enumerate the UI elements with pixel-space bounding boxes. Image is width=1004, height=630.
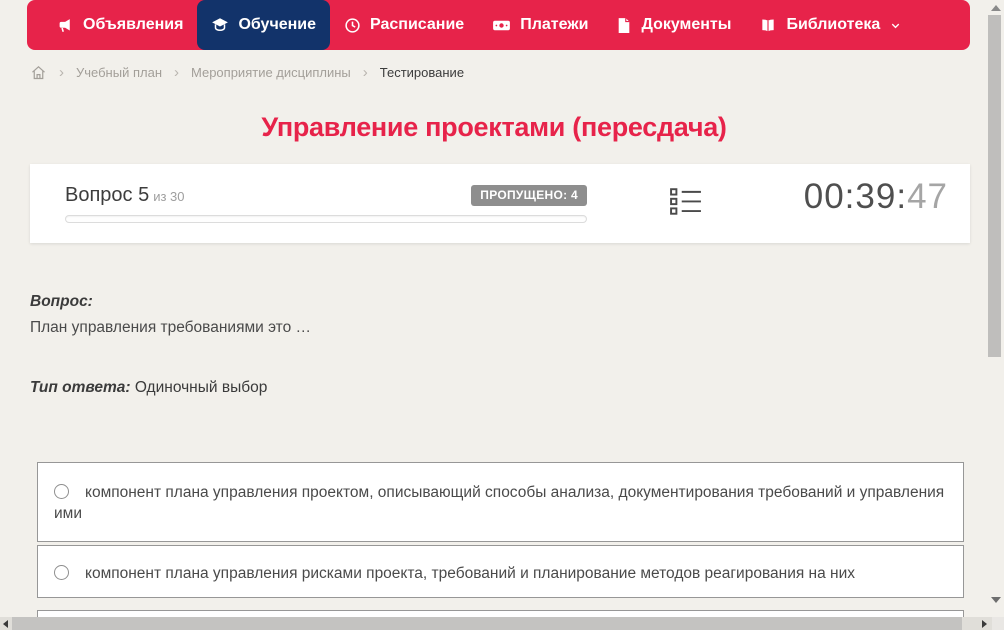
question-list-button[interactable]: [670, 187, 702, 217]
nav-item-label: Платежи: [520, 16, 589, 33]
breadcrumb-item-study-plan[interactable]: Учебный план: [76, 64, 162, 80]
answer-type-value: Одиночный выбор: [134, 379, 268, 396]
option-text: компонент плана управления проектом, описывающий способы анализа, документирования требований и управления ими: [54, 484, 945, 522]
nav-item-schedule[interactable]: [330, 0, 478, 50]
megaphone-icon: [57, 17, 74, 34]
scroll-up-arrow[interactable]: [991, 5, 1001, 11]
answer-type: [30, 378, 267, 397]
nav-item-documents[interactable]: [602, 0, 745, 50]
scroll-left-arrow[interactable]: [3, 620, 8, 628]
question-heading: Вопрос:: [30, 293, 93, 310]
option-text: компонент плана управления рисками проекта, требований и планирование методов реагирования на них: [85, 565, 856, 582]
timer-main: 00:39:: [803, 177, 908, 216]
nav-item-announcements[interactable]: [43, 0, 197, 50]
nav-item-label: Документы: [641, 16, 732, 33]
nav-item-label: Расписание: [370, 16, 465, 33]
vertical-scrollbar[interactable]: [988, 0, 1002, 615]
home-icon[interactable]: [30, 64, 47, 81]
radio-button[interactable]: [54, 484, 69, 499]
nav-item-payments[interactable]: [478, 0, 602, 50]
nav-item-label: Библиотека: [786, 16, 881, 33]
breadcrumb: [30, 60, 464, 84]
scroll-right-arrow[interactable]: [982, 620, 987, 628]
scrollbar-corner: [992, 617, 1004, 630]
answer-option[interactable]: [37, 462, 964, 542]
vertical-scroll-thumb[interactable]: [988, 15, 1001, 357]
question-card: [30, 164, 970, 243]
radio-button[interactable]: [54, 565, 69, 580]
chevron-down-icon: [889, 19, 902, 32]
horizontal-scroll-thumb[interactable]: [12, 617, 962, 630]
question-number: Вопрос 5 из 30: [65, 184, 185, 206]
graduation-cap-icon: [211, 16, 229, 34]
nav-item-label: Обучение: [238, 16, 317, 33]
main-nav: [27, 0, 970, 50]
timer: [804, 177, 948, 217]
skipped-badge: ПРОПУЩЕНО: 4: [471, 185, 587, 206]
page-title: Управление проектами (пересдача): [261, 112, 727, 142]
document-icon: [616, 17, 632, 34]
breadcrumb-item-discipline-event[interactable]: Мероприятие дисциплины: [191, 64, 351, 80]
nav-item-learning[interactable]: [197, 0, 330, 50]
scroll-down-arrow[interactable]: [991, 597, 1001, 603]
answer-option[interactable]: [37, 545, 964, 598]
list-icon: [670, 204, 702, 221]
chevron-right-icon: ›: [174, 63, 179, 81]
chevron-right-icon: ›: [362, 63, 368, 81]
question-text: План управления требованиями это …: [30, 319, 312, 336]
progress-bar: [65, 215, 587, 223]
timer-seconds: 47: [907, 177, 948, 216]
answer-type-label: Тип ответа:: [30, 379, 131, 396]
nav-item-library[interactable]: [745, 0, 916, 50]
horizontal-scrollbar[interactable]: [0, 617, 1004, 630]
banknote-icon: [492, 17, 511, 34]
question-total: из 30: [153, 189, 185, 204]
book-icon: [759, 17, 777, 34]
nav-item-label: Объявления: [83, 16, 184, 33]
chevron-right-icon: ›: [59, 63, 64, 81]
breadcrumb-item-testing: Тестирование: [379, 64, 465, 80]
clock-icon: [344, 17, 361, 34]
